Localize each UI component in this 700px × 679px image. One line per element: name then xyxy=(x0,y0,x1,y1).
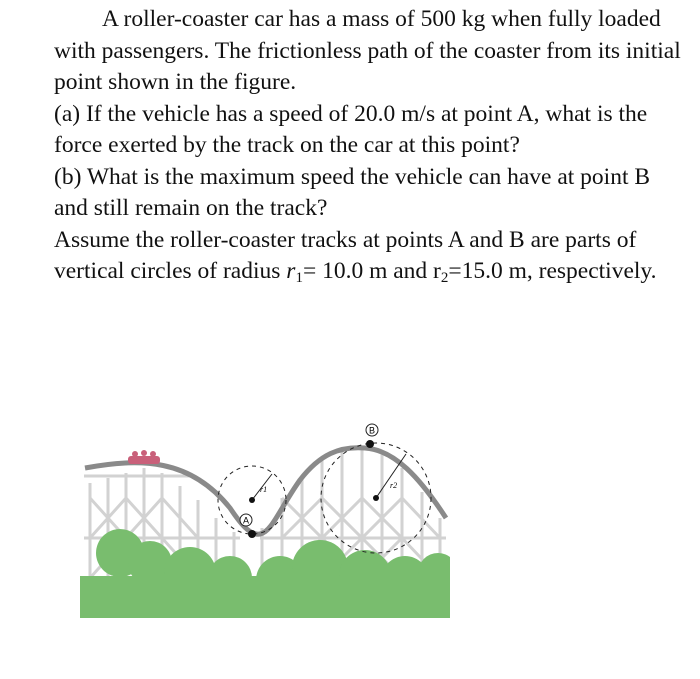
part-a: (a) If the vehicle has a speed of 20.0 m/s at point A, what is the force exerted by the track on the car at this point? xyxy=(54,100,648,158)
point-a xyxy=(248,530,256,538)
label-r1: r1 xyxy=(260,485,268,494)
svg-text:B: B xyxy=(368,425,376,436)
r1-subscript: 1 xyxy=(295,270,303,286)
r2-symbol: r xyxy=(433,258,441,284)
roller-coaster-figure xyxy=(80,418,450,618)
roller-coaster-car xyxy=(128,450,160,464)
assumption: Assume the roller-coaster tracks at points A and B are parts of vertical circles of radius $r_1= 10.0$ m and $r_2=15.0$ m, respectively. xyxy=(54,226,657,286)
svg-text:A: A xyxy=(242,515,250,526)
r2-subscript: 2 xyxy=(440,270,449,286)
label-a xyxy=(240,514,252,526)
point-b xyxy=(366,440,374,448)
r1-value: = 10.0 m and xyxy=(302,258,428,284)
label-r2: r2 xyxy=(390,481,398,490)
center-r1 xyxy=(249,497,255,503)
center-r2 xyxy=(373,495,379,501)
problem-intro: A roller-coaster car has a mass of 500 kg when fully loaded with passengers. The frictionless path of the coaster from its initial point shown in the figure. xyxy=(54,6,681,95)
r2-value: =15.0 m, respectively. xyxy=(448,258,657,284)
trees xyxy=(80,529,450,618)
r1-symbol: r xyxy=(286,258,296,284)
problem-text xyxy=(54,4,684,295)
label-b xyxy=(366,424,378,436)
part-b: (b) What is the maximum speed the vehicle can have at point B and still remain on the track? xyxy=(54,163,651,221)
